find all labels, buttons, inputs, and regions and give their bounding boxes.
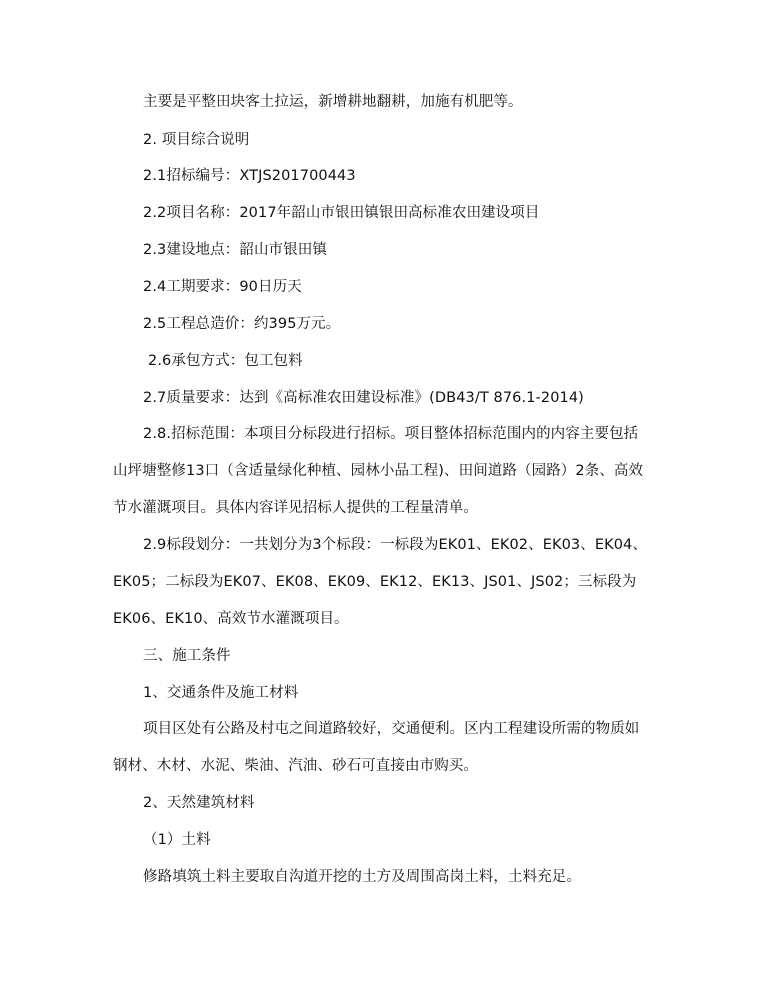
section-heading-2: 2. 项目综合说明: [143, 132, 250, 148]
text-line: 钢材、木材、水泥、柴油、汽油、砂石可直接由市购买。: [113, 758, 478, 774]
text-line: 节水灌溉项目。具体内容详见招标人提供的工程量清单。: [113, 500, 478, 516]
text-line-total-cost: 2.5工程总造价：约395万元。: [143, 316, 341, 332]
text-line-duration: 2.4工期要求：90日历天: [143, 279, 302, 295]
section-heading-3: 三、施工条件: [143, 648, 231, 664]
text-line: 项目区处有公路及村屯之间道路较好，交通便利。区内工程建设所需的物质如: [143, 721, 640, 737]
text-line-lots: 2.9标段划分：一共划分为3个标段：一标段为EK01、EK02、EK03、EK04、: [143, 537, 647, 553]
text-line: 主要是平整田块客土拉运，新增耕地翻耕，加施有机肥等。: [143, 94, 523, 110]
text-line-bid-number: 2.1招标编号：XTJS201700443: [143, 168, 356, 184]
text-line-project-name: 2.2项目名称：2017年韶山市银田镇银田高标准农田建设项目: [143, 205, 540, 221]
subheading-soil: （1）土料: [143, 832, 211, 848]
subheading-transport: 1、交通条件及施工材料: [143, 685, 299, 701]
text-line-location: 2.3建设地点：韶山市银田镇: [143, 242, 327, 258]
text-line-quality: 2.7质量要求：达到《高标准农田建设标准》(DB43/T 876.1-2014): [143, 390, 584, 406]
subheading-materials: 2、天然建筑材料: [143, 795, 255, 811]
text-line-contract-type: 2.6承包方式：包工包料: [148, 353, 303, 369]
text-line: 修路填筑土料主要取自沟道开挖的土方及周围高岗土料，土料充足。: [143, 869, 581, 885]
text-line: EK05；二标段为EK07、EK08、EK09、EK12、EK13、JS01、JS02；三标段为: [113, 574, 637, 590]
text-line: 山坪塘整修13口（含适量绿化种植、园林小品工程)、田间道路（园路）2条、高效: [113, 463, 644, 479]
text-line-scope: 2.8.招标范围：本项目分标段进行招标。项目整体招标范围内的内容主要包括: [143, 426, 639, 442]
text-line: EK06、EK10、高效节水灌溉项目。: [113, 611, 349, 627]
